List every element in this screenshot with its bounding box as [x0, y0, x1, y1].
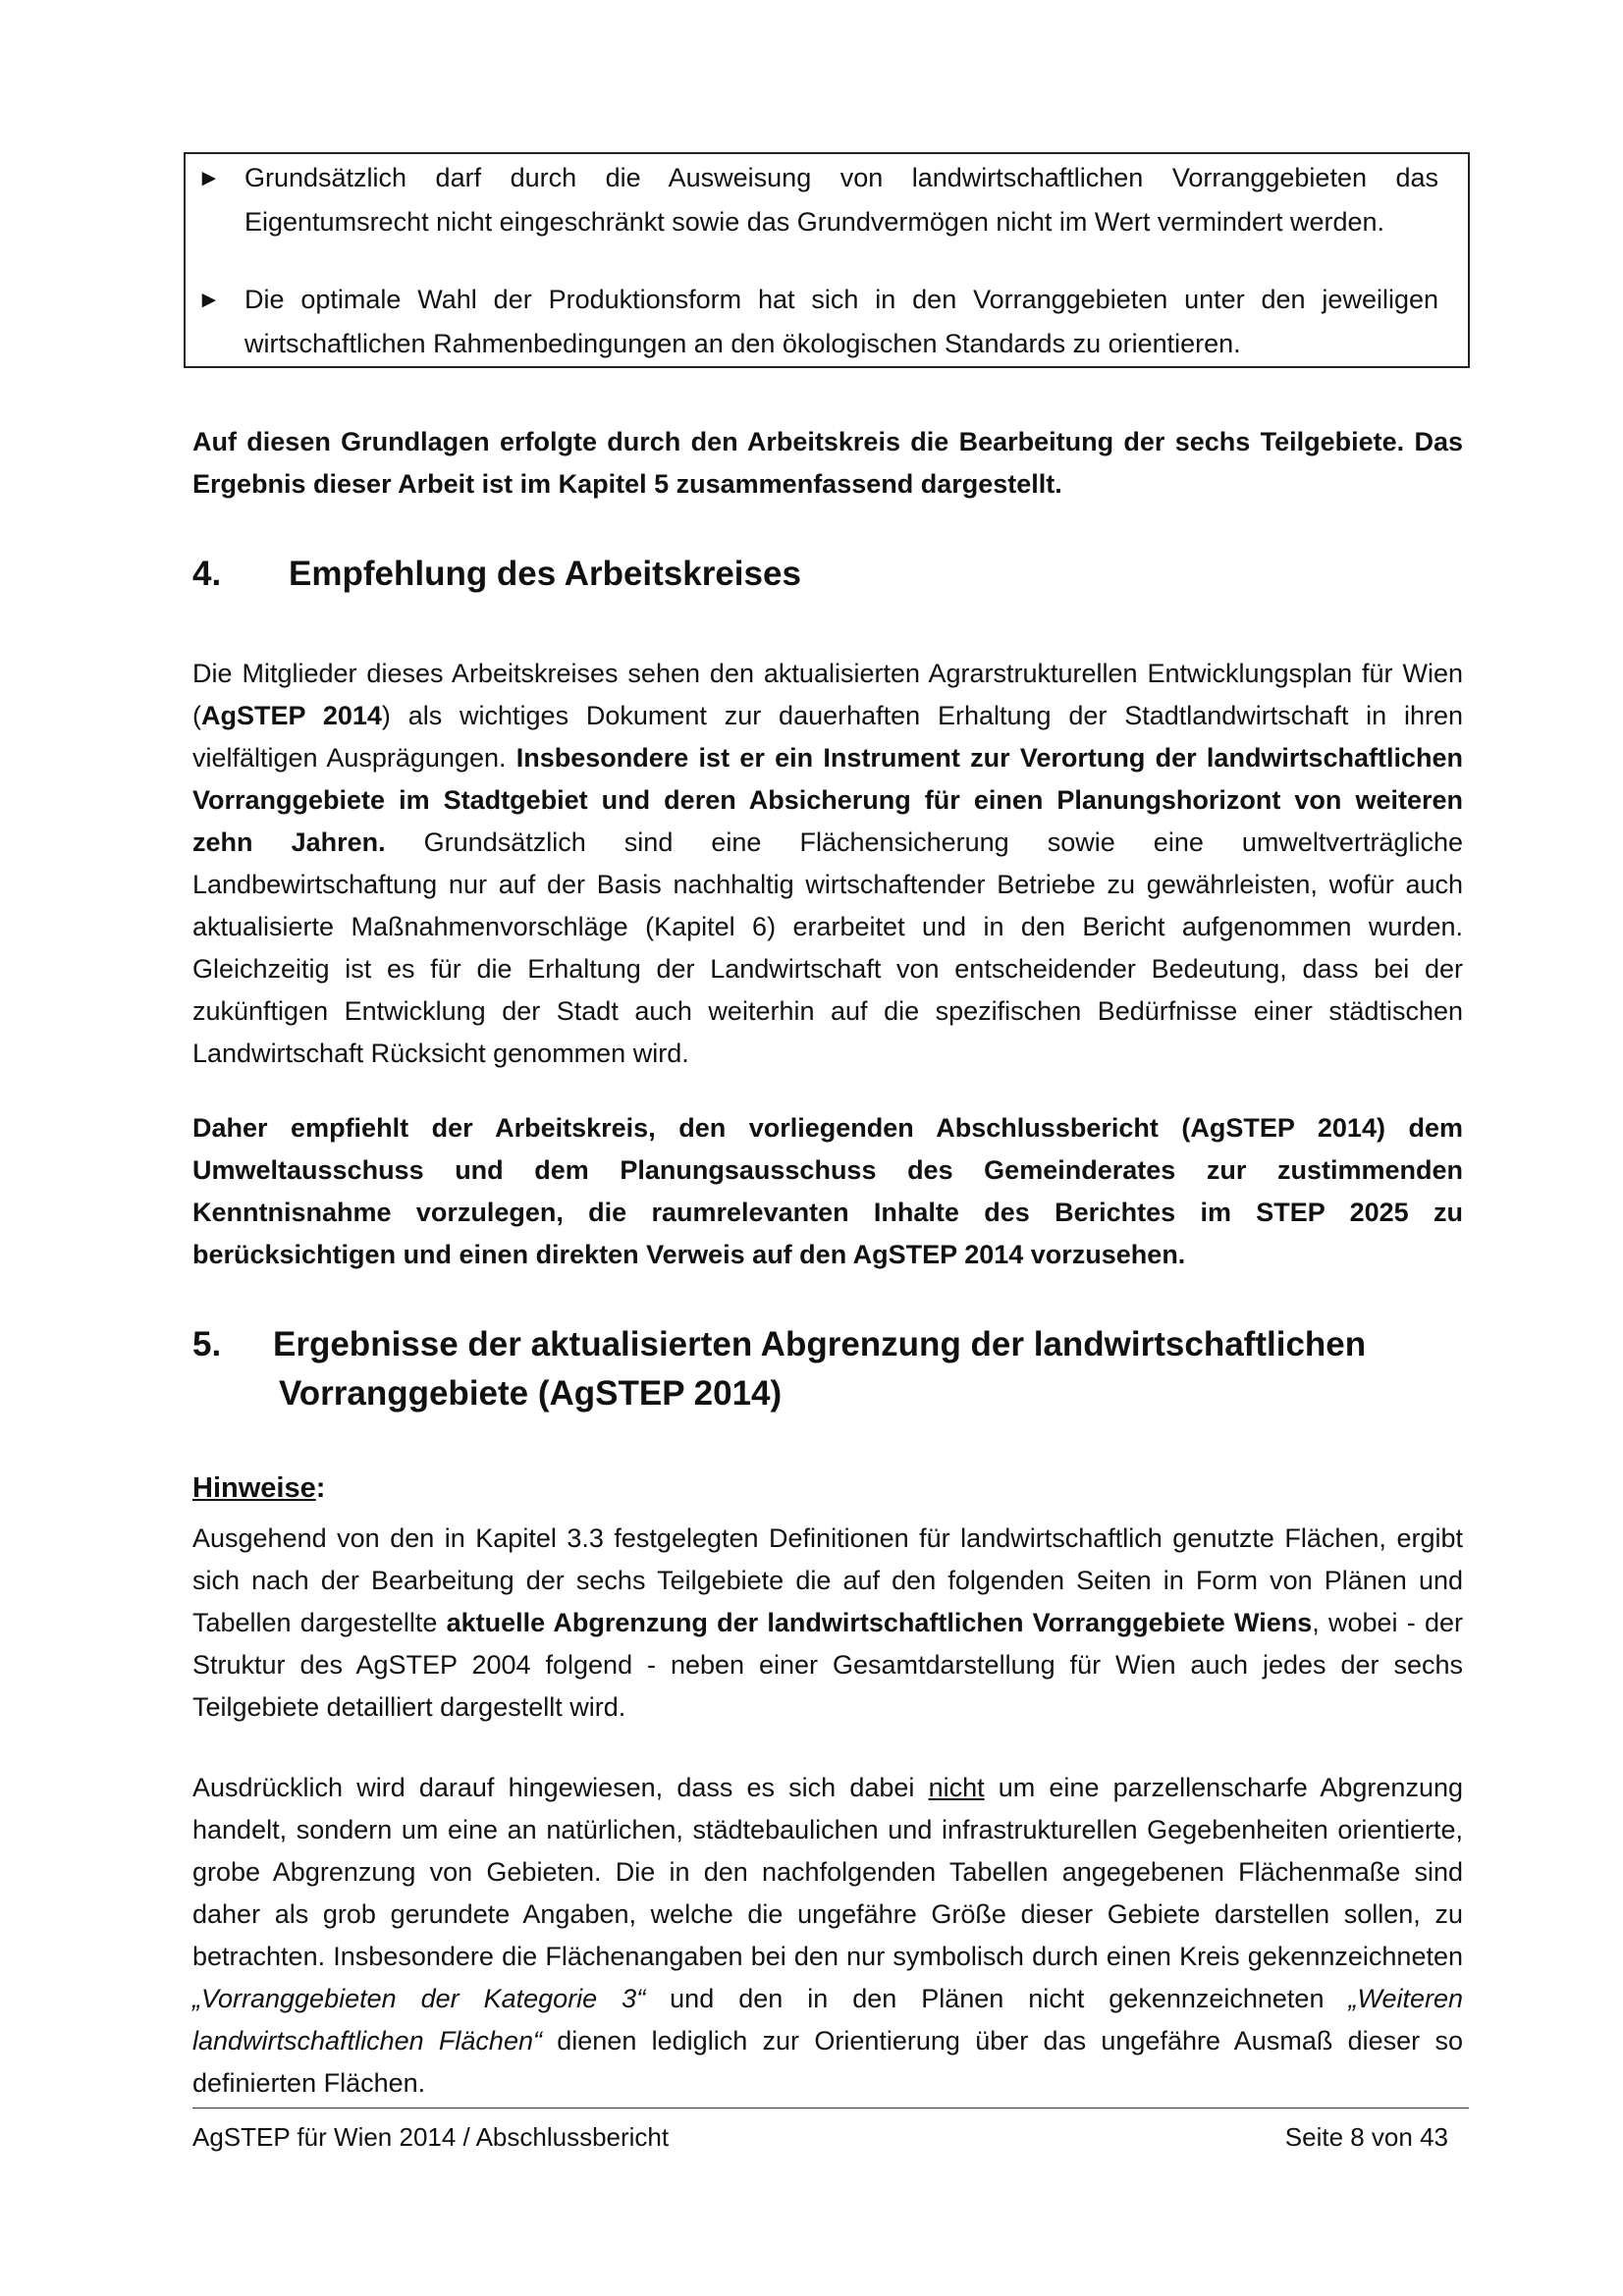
text-run-bold: AgSTEP 2014 [201, 701, 382, 730]
results-paragraph [192, 1518, 1463, 1729]
footer-document-title: AgSTEP für Wien 2014 / Abschlussbericht [192, 2122, 670, 2152]
text-run: und den in den Plänen nicht gekennzeichneten [645, 1984, 1349, 2013]
footer-page-number: Seite 8 von 43 [1284, 2122, 1448, 2152]
text-run: ) als wichtiges Dokument zur dauerhaften Erhaltung der Stadtlandwirtschaft in ihren vielfältigen Ausprägungen. [192, 701, 1463, 773]
recommendation-conclusion-paragraph: Daher empfiehlt der Arbeitskreis, den vorliegenden Abschlussbericht (AgSTEP 2014) dem Umweltausschuss und dem Planungsausschuss des Gemeinderates zur zustimmenden Kenntnisnahme vorzulegen, die raumrelevanten Inhalte des Berichtes im STEP 2025 zu berücksichtigen und einen direkten Verweis auf den AgSTEP 2014 vorzusehen. [192, 1113, 1463, 1269]
bullet-item [197, 278, 1438, 366]
bullet-text: Die optimale Wahl der Produktionsform hat sich in den Vorranggebieten unter den jeweiligen wirtschaftlichen Rahmenbedingungen an den ökologischen Standards zu orientieren. [244, 285, 1438, 358]
recommendation-paragraph [192, 653, 1463, 1075]
text-run-italic: „Vorranggebieten der Kategorie 3“ [192, 1984, 646, 2013]
text-run: Ausdrücklich wird darauf hingewiesen, dass es sich dabei [192, 1773, 929, 1802]
section-title-line2: Vorranggebiete (AgSTEP 2014) [279, 1374, 783, 1413]
text-run: Die Mitglieder dieses Arbeitskreises sehen den aktualisierten Agrarstrukturellen Entwicklungsplan für Wien ( [192, 659, 1463, 730]
footer-divider [192, 2108, 1469, 2109]
section-4-heading [192, 555, 801, 594]
text-run-bold: Insbesondere ist er ein Instrument zur Verortung der landwirtschaftlichen Vorranggebiete im Stadtgebiet und deren Absicherung für einen Planungshorizont von weiteren zehn Jahren. [192, 743, 1463, 857]
disclaimer-paragraph [192, 1767, 1463, 2105]
hinweise-text: Hinweise [192, 1472, 316, 1504]
text-run-italic: „Weiteren landwirtschaftlichen Flächen“ [192, 1984, 1463, 2056]
text-run-underline: nicht [928, 1773, 985, 1802]
hinweise-colon: : [315, 1472, 326, 1504]
triangle-bullet-icon: ► [197, 287, 221, 313]
section-title-line1: Ergebnisse der aktualisierten Abgrenzung der landwirtschaftlichen [273, 1325, 1367, 1363]
section-number: 5. [192, 1325, 222, 1363]
text-run: um eine parzellenscharfe Abgrenzung handelt, sondern um eine an natürlichen, städtebaulichen und infrastrukturellen Gegebenheiten orientierte, grobe Abgrenzung von Gebieten. Die in den nachfolgenden Tabellen angegebenen Flächenmaße sind daher als grob gerundete Angaben, welche die ungefähre Größe dieser Gebiete darstellen sollen, zu betrachten. Insbesondere die Flächenangaben bei den nur symbolisch durch einen Kreis gekennzeichneten [192, 1773, 1463, 1971]
grundlagen-paragraph: Auf diesen Grundlagen erfolgte durch den Arbeitskreis die Bearbeitung der sechs Teilgebiete. Das Ergebnis dieser Arbeit ist im Kapitel 5 zusammenfassend dargestellt. [192, 427, 1463, 499]
triangle-bullet-icon: ► [197, 165, 221, 191]
text-run: dienen lediglich zur Orientierung über das ungefähre Ausmaß dieser so definierten Flächen. [192, 2026, 1463, 2098]
text-run: , wobei - der Struktur des AgSTEP 2004 folgend - neben einer Gesamtdarstellung für Wien auch jedes der sechs Teilgebiete detailliert dargestellt wird. [192, 1608, 1463, 1722]
section-title: Empfehlung des Arbeitskreises [289, 555, 801, 593]
bullet-item [197, 156, 1438, 244]
principles-box [184, 152, 1470, 368]
hinweise-label [192, 1472, 325, 1505]
text-run: Ausgehend von den in Kapitel 3.3 festgelegten Definitionen für landwirtschaftlich genutzte Flächen, ergibt sich nach der Bearbeitung der sechs Teilgebiete die auf den folgenden Seiten in Form von Plänen und Tabellen dargestellte [192, 1523, 1463, 1637]
bullet-text: Grundsätzlich darf durch die Ausweisung von landwirtschaftlichen Vorranggebieten das Eigentumsrecht nicht eingeschränkt sowie das Grundvermögen nicht im Wert vermindert werden. [244, 163, 1438, 237]
section-5-heading [192, 1320, 1366, 1418]
text-run-bold: aktuelle Abgrenzung der landwirtschaftlichen Vorranggebiete Wiens [446, 1608, 1313, 1637]
section-number: 4. [192, 555, 222, 593]
text-run: Grundsätzlich sind eine Flächensicherung sowie eine umweltverträgliche Landbewirtschaftung nur auf der Basis nachhaltig wirtschaftender Betriebe zu gewährleisten, wofür auch aktualisierte Maßnahmenvorschläge (Kapitel 6) erarbeitet und in den Bericht aufgenommen wurden. Gleichzeitig ist es für die Erhaltung der Landwirtschaft von entscheidender Bedeutung, dass bei der zukünftigen Entwicklung der Stadt auch weiterhin auf die spezifischen Bedürfnisse einer städtischen Landwirtschaft Rücksicht genommen wird. [192, 828, 1463, 1068]
